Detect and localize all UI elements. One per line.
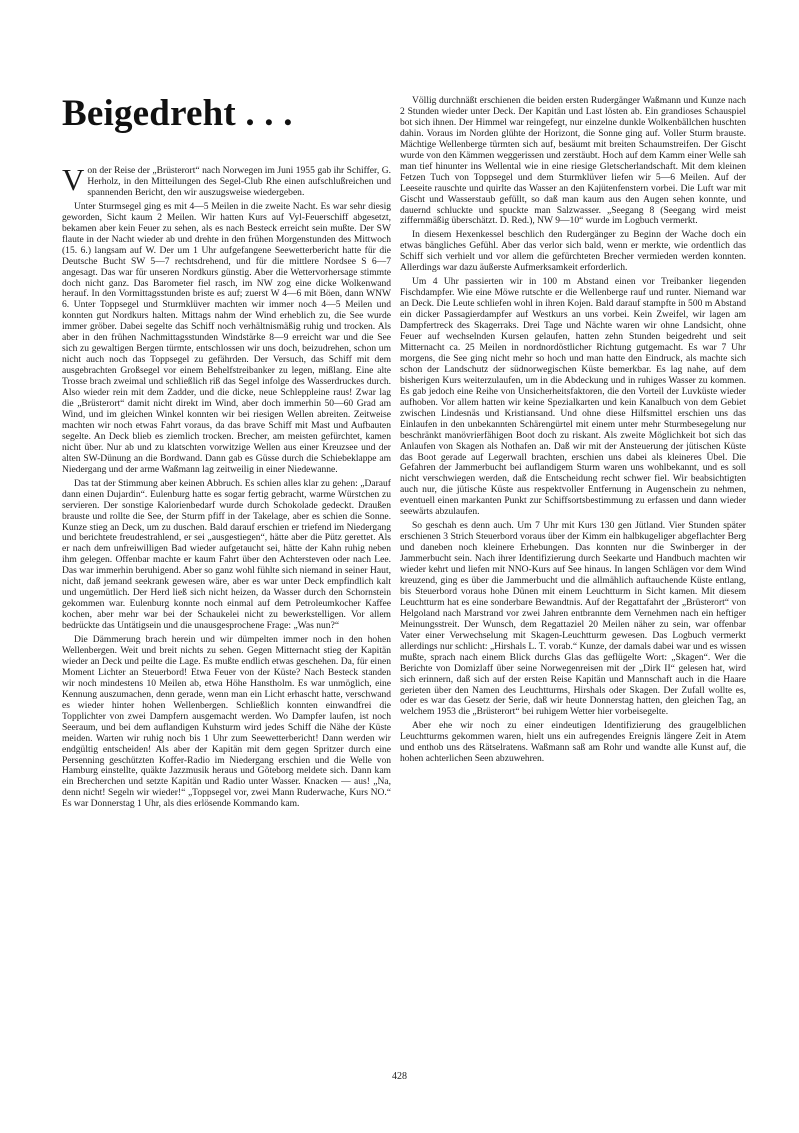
right-text-column [400,96,746,768]
body-paragraph: Völlig durchnäßt erschienen die beiden ersten Rudergänger Waßmann und Kunze nach 2 Stunden wieder unter Deck. Der Kapitän und Last lösten ab. Ein grandioses Schauspiel bot sich ihnen. Der Himmel war reingefegt, nur einzelne dunkle Wolkenbällchen huschten dahin. Voraus im Norden glühte der Horizont, die Sonne ging auf. Voller Sturm brauste. Mächtige Wellenberge türmten sich auf, besäumt mit breiten Schaumstreifen. Der Gischt wurde von den Kämmen weggerissen und zerstäubt. Hoch auf dem Kamm einer Welle sah man tief hinunter ins Wellental wie in eine riesige Gletscherlandschaft. Mit dem kleinen Fetzen Tuch von Toppsegel und dem Sturmklüver liefen wir 5—6 Meilen. Auf der Leeseite rauschte und quirlte das Wasser an den Kajütenfenstern vorbei. Die Luft war mit Gischt und Wasserstaub gefüllt, so daß man kaum aus den Augen sehen konnte, und dauernd schluckte und spuckte man Salzwasser. „Seegang 8 (Seegang wird meist ziffernmäßig überschätzt. D. Red.), NW 9—10“ wurde im Logbuch vermerkt. [400,95,746,227]
drop-cap-letter: V [62,162,85,197]
body-paragraph: So geschah es denn auch. Um 7 Uhr mit Kurs 130 gen Jütland. Vier Stunden später erschienen 3 Strich Steuerbord voraus über der Kimm ein halbkugeliger abgeflachter Berg und daneben noch kleinere Erhebungen. Das konnten nur die Swinberger in der Jammerbucht sein. Nach ihrer Identifizierung durch Seekarte und Handbuch machten wir wieder kehrt und liefen mit NNO-Kurs auf See hinaus. In langen Schlägen vor dem Wind kreuzend, ging es über die Jammerbucht und die allmählich auftauchende Küste entlang, bis Steuerbord voraus hohe Dünen mit einem Leuchtturm in Sicht kamen. Mit diesem Leuchtturm hat es eine sonderbare Bewandtnis. Auf der Regattafahrt der „Brüsterort“ von Helgoland nach Marstrand vor zwei Jahren entbrannte dem Vernehmen nach ein heftiger Meinungsstreit. Der Wunsch, dem Regattaziel 20 Meilen näher zu sein, war offenbar Vater einer Verwechselung mit Skagen-Leuchtturm gewesen. Das Logbuch vermerkt allerdings nur schlicht: „Hirshals L. T. vorab.“ Kunze, der damals dabei war und es wissen mußte, sprach nach einem Blick durchs Glas das geflügelte Wort: „Skagen“. Wer die Berichte von Domizlaff über seine Norwegenreisen mit der „Dirk II“ gelesen hat, wird sich erinnern, daß sich auf der ersten Reise Kapitän und Mannschaft auch in die Haare gerieten über den Namen des Leuchtturms, Hirshals oder Skagen. Der Zufall wollte es, oder es war das Gesetz der Serie, daß wir heute Donnerstag hatten, den gleichen Tag, an welchem 1953 die „Brüsterort“ bei ruhigem Wetter hier vorbeisegelte. [400,520,746,718]
page-number: 428 [392,1071,407,1082]
left-text-column [62,162,391,813]
body-paragraph: Das tat der Stimmung aber keinen Abbruch. Es schien alles klar zu gehen: „Darauf dann einen Dujardin“. Eulenburg hatte es sogar fertig gebracht, warme Würstchen zu servieren. Der sonstige Kalorienbedarf wurde durch Schokolade gedeckt. Draußen brauste und rollte die See, der Sturm pfiff in der Takelage, aber es schien die Sonne. Kunze stieg an Deck, um zu duschen. Bald darauf erschien er triefend im Niedergang und berichtete freudestrahlend, er sei „ausgestiegen“, hätte aber die Pütz gerettet. Als er nach dem unfreiwilligen Bad wieder aufgetaucht sei, hätte der Kahn ruhig neben ihm gelegen. Offenbar machte er kaum Fahrt über den Achtersteven oder nach Lee. Das war immerhin beruhigend. Aber so ganz wohl fühlte sich niemand in seiner Haut, nicht, daß jemand seekrank gewesen wäre, aber es war unter Deck empfindlich kalt und ungemütlich. Der Herd ließ sich nicht heizen, da Wasser durch den Schornstein gekommen war. Eulenburg konnte noch einmal auf dem Petroleumkocher Kaffee kochen, aber mehr war bei der Schaukelei nicht zu bewerkstelligen. Vor allem bedrückte das Untätigsein und die unausgesprochene Frage: „Was nun?“ [62,477,391,632]
intro-paragraph [62,162,391,199]
article-title: Beigedreht . . . [62,93,293,134]
body-paragraph: In diesem Hexenkessel beschlich den Rudergänger zu Beginn der Wache doch ein etwas bängliches Gefühl. Aber das verlor sich bald, wenn er merkte, wie ordentlich das Schiff sich verhielt und vor allem die gefürchteten Brecher vermieden werden konnten. Allerdings war dazu äußerste Aufmerksamkeit erforderlich. [400,229,746,274]
body-paragraph: Aber ehe wir noch zu einer eindeutigen Identifizierung des graugelblichen Leuchtturms gekommen waren, hielt uns ein aufregendes Ereignis längere Zeit in Atem und enthob uns des Rätselratens. Waßmann saß am Rohr und wandte alle Kunst auf, die hohen achterlichen Seen abzuwehren. [400,720,746,765]
body-paragraph: Die Dämmerung brach herein und wir dümpelten immer noch in den hohen Wellenbergen. Weit und breit nichts zu sehen. Gegen Mitternacht stieg der Kapitän wieder an Deck und peilte die Lage. Es mußte endlich etwas geschehen. Da, für einen Moment Lichter an Steuerbord! Etwa Feuer von der Küste? Nach Besteck standen wir noch mindestens 10 Meilen ab, etwa Höhe Hanstholm. Es war unmöglich, eine Kennung auszumachen, denn gerade, wenn man ein Licht erhascht hatte, verschwand es wieder hinter hohen Wellenbergen. Schließlich konnten einwandfrei die Topplichter von zwei Dampfern ausgemacht werden. Wo Dampfer laufen, ist noch Seeraum, und bei dem auflandigen Kuhsturm wird jedes Schiff die Nähe der Küste meiden. Warten wir ruhig noch bis 1 Uhr zum Seewetterbericht! Dann werden wir endgültig entscheiden! Als aber der Kapitän mit dem gegen Spritzer durch eine Persenning geschützten Koffer-Radio im Niedergang erschien und die Welle von Hamburg einstellte, quäkte Jazzmusik heraus und Göteborg meldete sich. Dann kam ein Brecherchen und setzte Kapitän und Radio unter Wasser. Knacken — aus! „Na, denn nicht! Segeln wir wieder!“ „Toppsegel vor, zwei Mann Ruderwache, Kurs NO.“ Es war Donnerstag 1 Uhr, als dies erlösende Kommando kam. [62,634,391,810]
intro-paragraph-text: on der Reise der „Brüsterort“ nach Norwegen im Juni 1955 gab ihr Schiffer, G. Herholz, in den Mitteilungen des Segel-Club Rhe einen aufschlußreichen und spannenden Bericht, den wir auszugsweise wiedergeben. [87,165,391,198]
body-paragraph: Unter Sturmsegel ging es mit 4—5 Meilen in die zweite Nacht. Es war sehr diesig geworden, Sicht kaum 2 Meilen. Wir hatten Kurs auf Vyl-Feuerschiff abgesetzt, bekamen aber kein Feuer zu sehen, als es nach Besteck erreicht sein mußte. Der SW flaute in der Nacht wieder ab und drehte in den frühen Morgenstunden des Mittwoch (15. 6.) langsam auf W. Der um 1 Uhr aufgefangene Seewetterbericht hatte für die Deutsche Bucht SW 5—7 rechtsdrehend, und für die mittlere Nordsee S 6—7 angesagt. Das war für unseren Nordkurs günstig. Aber die Wettervorhersage stimmte doch nicht ganz. Das Barometer fiel rasch, im NW zog eine dicke Wolkenwand herauf. In den Vormittagsstunden briste es auf; zuerst W 4—6 mit Böen, dann WNW 6. Unter Toppsegel und Sturmklüver machten wir immer noch 4—5 Meilen und konnten gut Nordkurs halten. Mittags nahm der Wind erheblich zu, die See wurde immer gröber. Dabei segelte das Schiff noch verhältnismäßig ruhig und trocken. Als aber in den frühen Nachmittagsstunden Windstärke 8—9 erreicht war und die See sich zu gewaltigen Bergen türmte, entschlossen wir uns doch, beizudrehen, schon um nicht auch noch das Toppsegel zu gefährden. Der Versuch, das Schiff mit dem ausgebrachten Großsegel vor einem Behelfstreibanker zu legen, mißlang. Eine alte Trosse brach zweimal und schließlich riß das Segel infolge des Wasserdruckes durch. Also wieder rein mit dem Zadder, und die dicke, neue Schleppleine raus! Zwar lag die „Brüsterort“ damit nicht direkt im Wind, aber doch immerhin 50—60 Grad am Wind, und im gleichen Winkel konnten wir bei riesigen Wellen abreiten. Zeitweise machten wir noch etwas Fahrt voraus, da das brave Schiff mit Mast und Aufbauten segelte. An Deck blieb es ziemlich trocken. Brecher, am meisten gefürchtet, kamen nicht über. Nur ab und zu klatschten vorwitzige Wellen aus einer Kreuzsee und der alten SW-Dünung an die Bordwand. Dann gab es Güsse durch die Schiebeklappe am Niedergang und der arme Waßmann lag zeitweilig in einer Niedewanne. [62,200,391,475]
body-paragraph: Um 4 Uhr passierten wir in 100 m Abstand einen vor Treibanker liegenden Fischdampfer. Wie eine Möwe rutschte er die Wellenberge rauf und runter. Niemand war an Deck. Die Leute schliefen wohl in ihren Kojen. Bald darauf stampfte in 500 m Abstand ein dicker Passagierdampfer auf Westkurs an uns vorbei. Kein Zweifel, wir lagen am Dampfertreck des Skagerraks. Drei Tage und Nächte waren wir ohne Landsicht, ohne Feuer auf wechselnden Kursen gelaufen, hatten zehn Stunden beigedreht und seit Mitternacht ca. 25 Meilen in nordnordöstlicher Richtung gutgemacht. Es war 7 Uhr morgens, die See ging nicht mehr so hoch und man hatte den Eindruck, als machte sich schon der Landschutz der südnorwegischen Küste bemerkbar. Es lag nahe, auf dem bisherigen Kurs weiterzulaufen, um in die Abdeckung und in ruhiges Wasser zu kommen. Es gab jedoch eine Reihe von Unsicherheitsfaktoren, die den Vorteil der Luvküste wieder aufhoben. Vor allem hatten wir keine Spezialkarten und kein Kanalbuch von dem Gebiet zwischen Lindesnäs und Kristiansand. Und ohne diese Hilfsmittel erschien uns das Einlaufen in den unbekannten Schärengürtel mit einem unter mehr Sturmbesegelung nur beschränkt manövrierfähigen Boot doch zu riskant. Als zweite Möglichkeit bot sich das Anlaufen von Skagen als Nothafen an. Daß wir mit der Ansteuerung der jütischen Küste das Boot gerade auf Legerwall brachten, erschien uns dabei als kleineres Übel. Die Gefahren der Jammerbucht bei auflandigem Sturm waren uns wohlbekannt, und es soll nicht verschwiegen werden, daß die Entscheidung recht schwer fiel. Wir beabsichtigten auch nur, die jütische Küste aus respektvoller Entfernung in Augenschein zu nehmen, eventuell einen markanten Punkt zur Schiffsortsbestimmung zu erfassen und dann wieder seewärts abzulaufen. [400,276,746,518]
